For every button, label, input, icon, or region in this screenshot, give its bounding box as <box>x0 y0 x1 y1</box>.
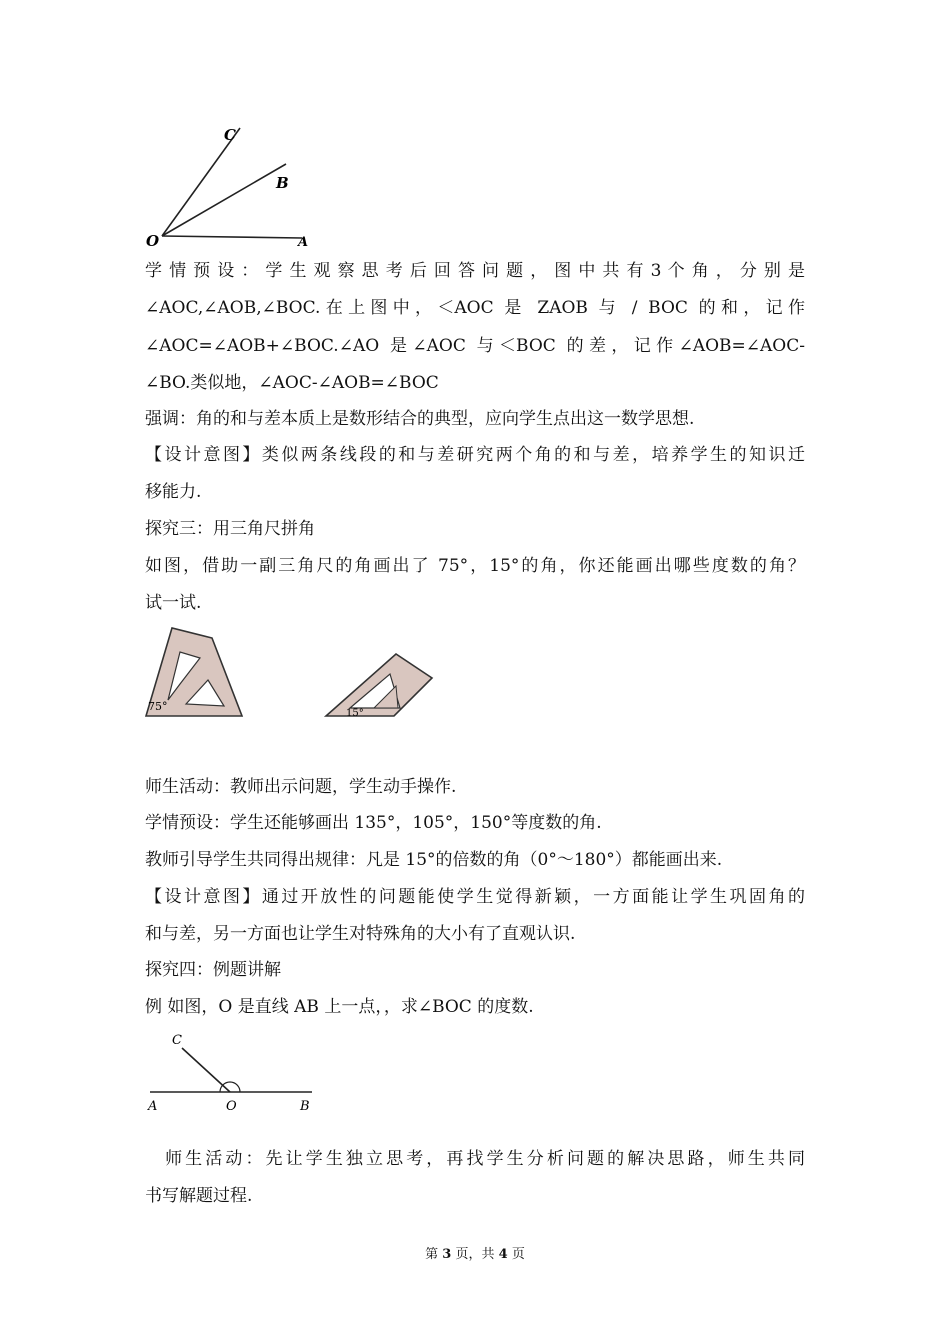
set-square-figure <box>140 624 440 724</box>
left-angle-label: 75° <box>148 700 168 713</box>
ray-oa <box>162 236 302 238</box>
label-b: B <box>300 1099 310 1114</box>
label-o: O <box>226 1099 237 1114</box>
text-line-13: 教师引导学生共同得出规律：凡是 15°的倍数的角（0°～180°）都能画出来. <box>145 850 723 870</box>
text-line-2: ∠AOC,∠AOB,∠BOC.在上图中，＜AOC 是 ZAOB 与 / BOC 的和，记作 <box>145 298 805 318</box>
label-a: A <box>298 235 309 250</box>
page-footer <box>0 1246 950 1264</box>
text-line-5: 强调：角的和与差本质上是数形结合的典型，应向学生点出这一数学思想. <box>145 409 695 429</box>
angle-figure-aob-boc <box>140 120 310 250</box>
text-line-3: ∠AOC=∠AOB+∠BOC.∠AO 是∠AOC 与＜BOC 的差，记作∠AOB=∠AOC- <box>145 336 805 356</box>
footer-prefix: 第 <box>425 1247 439 1262</box>
text-line-1: 学 情 预 设 ： 学 生 观 察 思 考 后 回 答 问 题 ， 图 中 共 有 3 个 角 ， 分 别 是 <box>145 261 805 281</box>
text-line-14: 【设计意图】通过开放性的问题能使学生觉得新颖，一方面能让学生巩固角的 <box>145 887 805 907</box>
label-o: O <box>146 232 160 250</box>
text-line-12: 学情预设：学生还能够画出 135°，105°，150°等度数的角. <box>145 813 602 833</box>
footer-total-pages: 4 <box>498 1247 508 1262</box>
section-heading-3: 探究三：用三角尺拼角 <box>145 519 315 539</box>
text-line-6: 【设计意图】类似两条线段的和与差研究两个角的和与差，培养学生的知识迁 <box>145 445 805 465</box>
ray-ob <box>162 164 286 236</box>
label-b: B <box>276 174 289 192</box>
text-line-10: 试一试. <box>145 593 202 613</box>
text-line-4: ∠BO.类似地，∠AOC-∠AOB=∠BOC <box>145 373 439 393</box>
label-c: C <box>224 126 236 144</box>
text-line-15: 和与差，另一方面也让学生对特殊角的大小有了直观认识. <box>145 924 576 944</box>
footer-suffix: 页 <box>511 1247 525 1262</box>
label-c: C <box>172 1033 182 1048</box>
footer-page-number: 3 <box>442 1247 452 1262</box>
text-line-18: 师生活动：先让学生独立思考，再找学生分析问题的解决思路，师生共同 <box>145 1149 805 1169</box>
text-line-9: 如图，借助一副三角尺的角画出了 75°，15°的角，你还能画出哪些度数的角？ <box>145 556 805 576</box>
label-a: A <box>148 1099 158 1114</box>
text-line-11: 师生活动：教师出示问题，学生动手操作. <box>145 777 457 797</box>
angle-arc <box>220 1082 240 1092</box>
section-heading-4: 探究四：例题讲解 <box>145 960 281 980</box>
footer-middle: 页，共 <box>455 1247 495 1262</box>
text-line-7: 移能力. <box>145 482 202 502</box>
right-angle-label: 15° <box>346 708 364 719</box>
text-line-17: 例 如图，O 是直线 AB 上一点，，求∠BOC 的度数. <box>145 997 534 1017</box>
text-line-19: 书写解题过程. <box>145 1186 253 1206</box>
ray-oc <box>162 128 240 236</box>
straight-angle-figure <box>140 1028 320 1114</box>
